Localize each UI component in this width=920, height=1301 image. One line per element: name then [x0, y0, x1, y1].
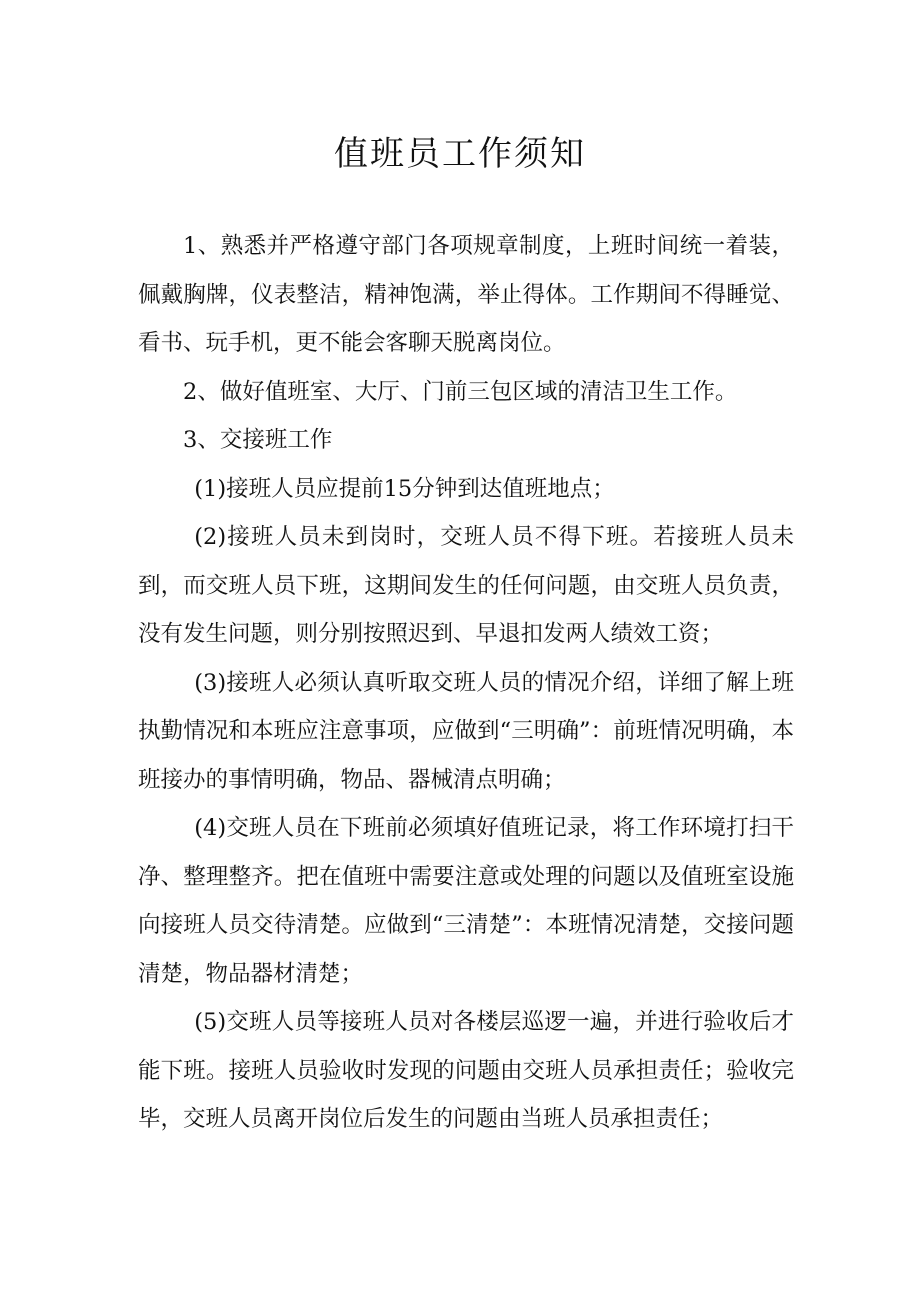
paragraph-rule-1: 1、熟悉并严格遵守部门各项规章制度，上班时间统一着装，佩戴胸牌，仪表整洁，精神饱满，举止得体。工作期间不得睡觉、看书、玩手机，更不能会客聊天脱离岗位。 — [138, 233, 794, 356]
paragraph-rule-3: 3、交接班工作 — [183, 427, 333, 453]
document-title: 值班员工作须知 — [334, 134, 586, 174]
paragraph-rule-3-1: (1)接班人员应提前15分钟到达值班地点； — [194, 475, 615, 502]
paragraph-rule-2: 2、做好值班室、大厅、门前三包区域的清洁卫生工作。 — [183, 378, 738, 405]
document-body — [138, 222, 794, 1144]
paragraph-rule-3-4: (4)交班人员在下班前必须填好值班记录，将工作环境打扫干净、整理整齐。把在值班中需要注意或处理的问题以及值班室设施向接班人员交待清楚。应做到“三清楚”：本班情况清楚，交接问题清楚，物品器材清楚； — [138, 815, 794, 987]
paragraph-rule-3-3: (3)接班人必须认真听取交班人员的情况介绍，详细了解上班执勤情况和本班应注意事项，应做到“三明确”：前班情况明确，本班接办的事情明确，物品、器械清点明确； — [138, 669, 794, 793]
paragraph-rule-3-2: (2)接班人员未到岗时，交班人员不得下班。若接班人员未到，而交班人员下班，这期间发生的任何问题，由交班人员负责，没有发生问题，则分别按照迟到、早退扣发两人绩效工资； — [138, 524, 794, 647]
paragraph-rule-3-5: (5)交班人员等接班人员对各楼层巡逻一遍，并进行验收后才能下班。接班人员验收时发现的问题由交班人员承担责任；验收完毕，交班人员离开岗位后发生的问题由当班人员承担责任； — [138, 1009, 794, 1132]
